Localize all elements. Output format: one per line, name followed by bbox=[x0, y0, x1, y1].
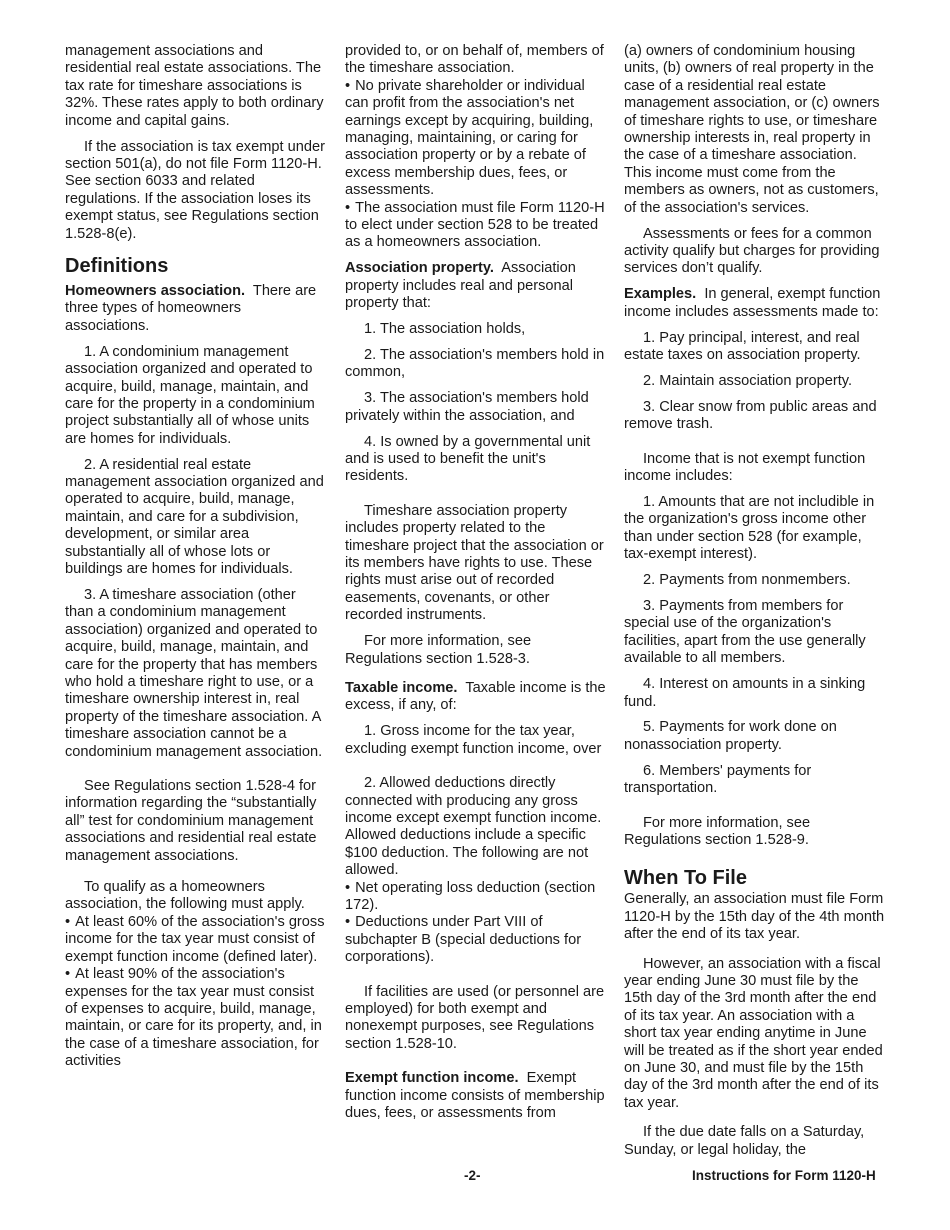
bullet-item: • Net operating loss deduction (section 172). bbox=[345, 880, 607, 915]
list-item: 3. The association's members hold privately within the association, and bbox=[345, 390, 589, 424]
paragraph: To qualify as a homeowners association, the following must apply. bbox=[65, 879, 305, 913]
paragraph-text: Association property includes real and personal property that: bbox=[345, 260, 576, 312]
run-in-heading: Examples. bbox=[624, 286, 697, 303]
section-heading-definitions: Definitions bbox=[65, 254, 169, 277]
list-item: 1. The association holds, bbox=[364, 321, 526, 338]
list-item: 1. Pay principal, interest, and real estate taxes on association property. bbox=[624, 329, 861, 363]
paragraph bbox=[345, 260, 607, 312]
paragraph: If the due date falls on a Saturday, Sunday, or legal holiday, the bbox=[624, 1124, 865, 1158]
paragraph: See Regulations section 1.528-4 for information regarding the “substantially all” test for condominium management associations and residential real estate management associations. bbox=[65, 778, 317, 864]
paragraph: Generally, an association must file Form 1120-H by the 15th day of the 4th month after the end of its tax year. bbox=[624, 891, 885, 943]
page-number: -2- bbox=[464, 1168, 481, 1183]
run-in-heading: Homeowners association. bbox=[65, 282, 246, 299]
list-item: 4. Is owned by a governmental unit and is used to benefit the unit's residents. bbox=[345, 433, 591, 485]
paragraph: Assessments or fees for a common activity qualify but charges for providing services don’t qualify. bbox=[624, 225, 880, 277]
column-3 bbox=[624, 43, 886, 1168]
run-in-heading: Exempt function income. bbox=[345, 1070, 519, 1087]
list-item: 4. Interest on amounts in a sinking fund. bbox=[624, 676, 866, 710]
form-title-footer: Instructions for Form 1120-H bbox=[692, 1168, 876, 1183]
section-heading-when-to-file: When To File bbox=[624, 867, 747, 890]
list-item: 3. Payments from members for special use of the organization's facilities, apart from the use generally available to all members. bbox=[624, 597, 866, 667]
run-in-heading: Association property. bbox=[345, 260, 494, 277]
paragraph-text: Exempt function income consists of membership dues, fees, or assessments from bbox=[345, 1070, 605, 1122]
paragraph-text: Taxable income is the excess, if any, of: bbox=[345, 680, 606, 714]
paragraph bbox=[345, 680, 607, 715]
list-item: 2. The association's members hold in common, bbox=[345, 347, 605, 381]
list-item: 3. Clear snow from public areas and remove trash. bbox=[624, 398, 877, 433]
paragraph-text: In general, exempt function income includes assessments made to: bbox=[624, 286, 881, 320]
list-item: 6. Members' payments for transportation. bbox=[624, 762, 812, 797]
paragraph: Income that is not exempt function income includes: bbox=[624, 450, 866, 485]
list-item: 1. A condominium management association organized and operated to acquire, build, manage, maintain, and care for the property in a condominium project substantially all of whose units are homes for individuals. bbox=[65, 343, 315, 447]
list-item: 5. Payments for work done on nonassociation property. bbox=[624, 719, 837, 753]
bullet-item: • No private shareholder or individual can profit from the association's net earnings except by acquiring, building, managing, maintaining, or caring for association property or by a rebate of excess membership dues, fees, or assessments. bbox=[345, 78, 607, 200]
list-item: 3. A timeshare association (other than a condominium management association) organized and operated to acquire, build, manage, maintain, and care for the property that has members who hold a timeshare right to use, or a timeshare ownership interest in, real property of the timeshare association. A timeshare association cannot be a condominium management association. bbox=[65, 586, 323, 760]
list-item: 2. Allowed deductions directly connected with producing any gross income except exempt function income. Allowed deductions include a specific $100 deduction. The following are not allowed. bbox=[345, 775, 602, 879]
paragraph: For more information, see Regulations section 1.528-3. bbox=[345, 633, 532, 667]
list-item: 2. Maintain association property. bbox=[643, 372, 853, 389]
paragraph bbox=[65, 283, 327, 335]
paragraph: If facilities are used (or personnel are employed) for both exempt and nonexempt purposes, see Regulations section 1.528-10. bbox=[345, 983, 605, 1052]
column-1 bbox=[65, 43, 327, 1079]
bullet-item: • At least 60% of the association's gross income for the tax year must consist of exempt function income (defined later). bbox=[65, 914, 327, 966]
paragraph: management associations and residential real estate associations. The tax rate for timeshare associations is 32%. These rates apply to both ordinary income and capital gains. bbox=[65, 43, 324, 129]
list-item: 2. A residential real estate management association organized and operated to acquire, build, manage, maintain, and care for a subdivision, development, or similar area substantially all of whose lots or buildings are homes for individuals. bbox=[65, 456, 324, 578]
bullet-item: • Deductions under Part VIII of subchapter B (special deductions for corporations). bbox=[345, 914, 607, 966]
paragraph: provided to, or on behalf of, members of the timeshare association. bbox=[345, 43, 604, 77]
list-item: 1. Amounts that are not includible in the organization's gross income other than under section 528 (for example, tax-exempt interest). bbox=[624, 493, 875, 563]
paragraph bbox=[345, 1070, 607, 1122]
paragraph: For more information, see Regulations section 1.528-9. bbox=[624, 814, 811, 848]
run-in-heading: Taxable income. bbox=[345, 680, 458, 696]
paragraph: Timeshare association property includes property related to the timeshare project that the association or its members have rights to use. These rights must arise out of recorded easements, covenants, or other recorded instruments. bbox=[345, 502, 604, 624]
list-item: 1. Gross income for the tax year, excluding exempt function income, over bbox=[345, 723, 602, 757]
paragraph-text: There are three types of homeowners associations. bbox=[65, 282, 317, 334]
paragraph: However, an association with a fiscal year ending June 30 must file by the 15th day of the 3rd month after the end of its tax year. An association with a short tax year ending anytime in June will be treated as if the short year ended on June 30, and must file by the 15th day of the 3rd month after the end of its tax year. bbox=[624, 955, 883, 1111]
paragraph: (a) owners of condominium housing units, (b) owners of real property in the case of a residential real estate management association, or (c) owners of timeshare rights to use, or timeshare ownership interests in, real property in the case of a timeshare association. This income must come from the members as owners, not as customers, of the association's services. bbox=[624, 43, 880, 216]
list-item: 2. Payments from nonmembers. bbox=[643, 572, 851, 589]
column-2 bbox=[345, 43, 607, 1131]
bullet-item: • The association must file Form 1120-H to elect under section 528 to be treated as a homeowners association. bbox=[345, 200, 607, 252]
paragraph bbox=[624, 286, 886, 321]
bullet-item: • At least 90% of the association's expenses for the tax year must consist of expenses to acquire, build, manage, maintain, or care for its property, and, in the case of a timeshare association, for activities bbox=[65, 966, 327, 1070]
paragraph: If the association is tax exempt under section 501(a), do not file Form 1120-H. See section 6033 and related regulations. If the association loses its exempt status, see Regulations section 1.528-8(e). bbox=[65, 138, 325, 242]
